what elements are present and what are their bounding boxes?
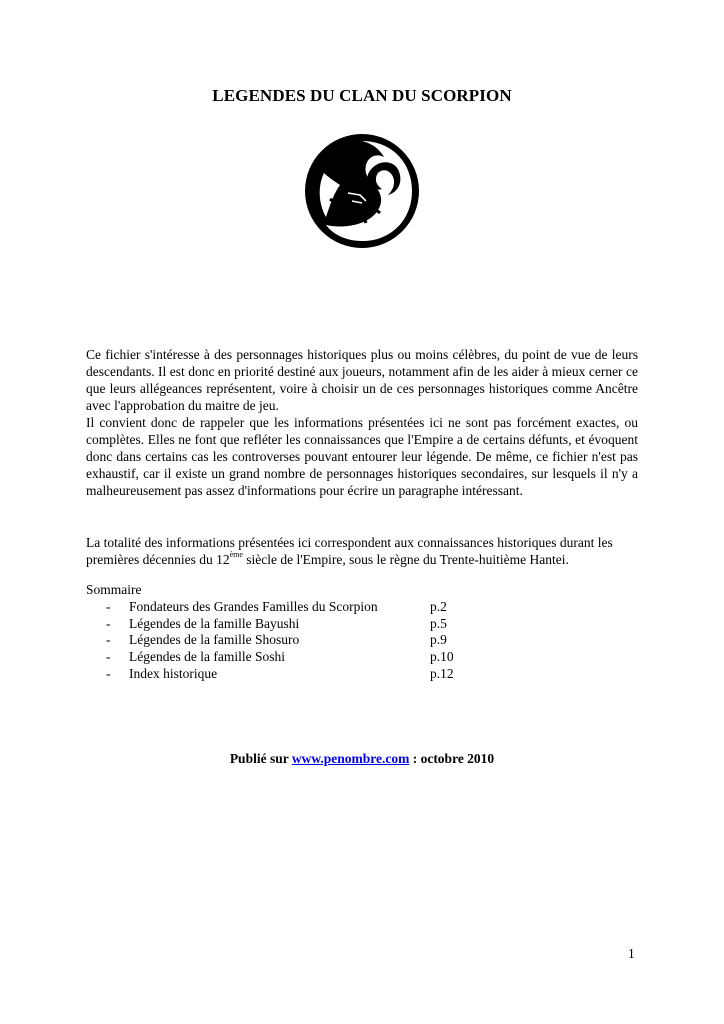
period-text-after: siècle de l'Empire, sous le règne du Trente-huitième Hantei.	[242, 552, 569, 567]
toc-dash: -	[106, 598, 111, 614]
intro-paragraph: Il convient donc de rappeler que les informations présentées ici ne sont pas forcément exactes, ou complètes. Elles ne font que refléter les connaissances que l'Empire a de certains défunts, et évoquent donc dans certains cas les controverses pouvant entourer leur légende. De même, ce fichier n'est pas exhaustif, car il existe un grand nombre de personnages historiques secondaires, sur lesquels il n'y a malheureusement pas assez d'informations pour écrire un paragraphe intéressant.	[86, 415, 638, 498]
website-link[interactable]: www.penombre.com	[291, 751, 410, 766]
credit-suffix: : octobre 2010	[409, 751, 495, 766]
toc-dash: -	[106, 665, 111, 681]
page-number: 1	[628, 946, 635, 961]
toc-heading: Sommaire	[86, 582, 142, 597]
intro-text	[86, 346, 638, 499]
toc-item-label: Légendes de la famille Shosuro	[129, 632, 300, 648]
toc-item-label: Index historique	[129, 665, 218, 681]
toc-item-label: Fondateurs des Grandes Familles du Scorpion	[129, 598, 378, 614]
toc-item-page: p.2	[430, 598, 447, 614]
toc-dash: -	[106, 649, 111, 665]
toc-item	[86, 632, 546, 649]
toc-dash: -	[106, 632, 111, 648]
intro-paragraph: Ce fichier s'intéresse à des personnages historiques plus ou moins célèbres, du point de vue de leurs descendants. Il est donc en priorité destiné aux joueurs, notamment afin de les aider à mieux cerner ce que leurs allégeances représentent, voire à choisir un de ces personnages historiques comme Ancêtre avec l'approbation du maitre de jeu.	[86, 347, 638, 413]
toc-item-page: p.12	[430, 665, 454, 681]
period-text-before: La totalité des informations présentées ici correspondent aux connaissances historiques durant les premières décennies du 12	[86, 535, 613, 567]
publication-credit	[0, 751, 724, 767]
toc-item-label: Légendes de la famille Bayushi	[129, 615, 300, 631]
toc-list	[86, 599, 546, 683]
credit-prefix: Publié sur	[229, 751, 292, 766]
toc-item	[86, 599, 546, 616]
toc-item	[86, 649, 546, 666]
period-superscript: ème	[229, 550, 243, 559]
period-paragraph	[86, 534, 646, 568]
toc-item-page: p.5	[430, 615, 447, 631]
period-note	[86, 534, 646, 568]
toc-item-page: p.9	[430, 632, 447, 648]
toc-item	[86, 616, 546, 633]
toc-item-page: p.10	[430, 649, 454, 665]
scorpion-clan-emblem	[304, 133, 420, 249]
toc-item-label: Légendes de la famille Soshi	[129, 649, 285, 665]
page-title: LEGENDES DU CLAN DU SCORPION	[212, 86, 512, 105]
toc-dash: -	[106, 615, 111, 631]
toc-item	[86, 666, 546, 683]
table-of-contents	[86, 582, 546, 683]
